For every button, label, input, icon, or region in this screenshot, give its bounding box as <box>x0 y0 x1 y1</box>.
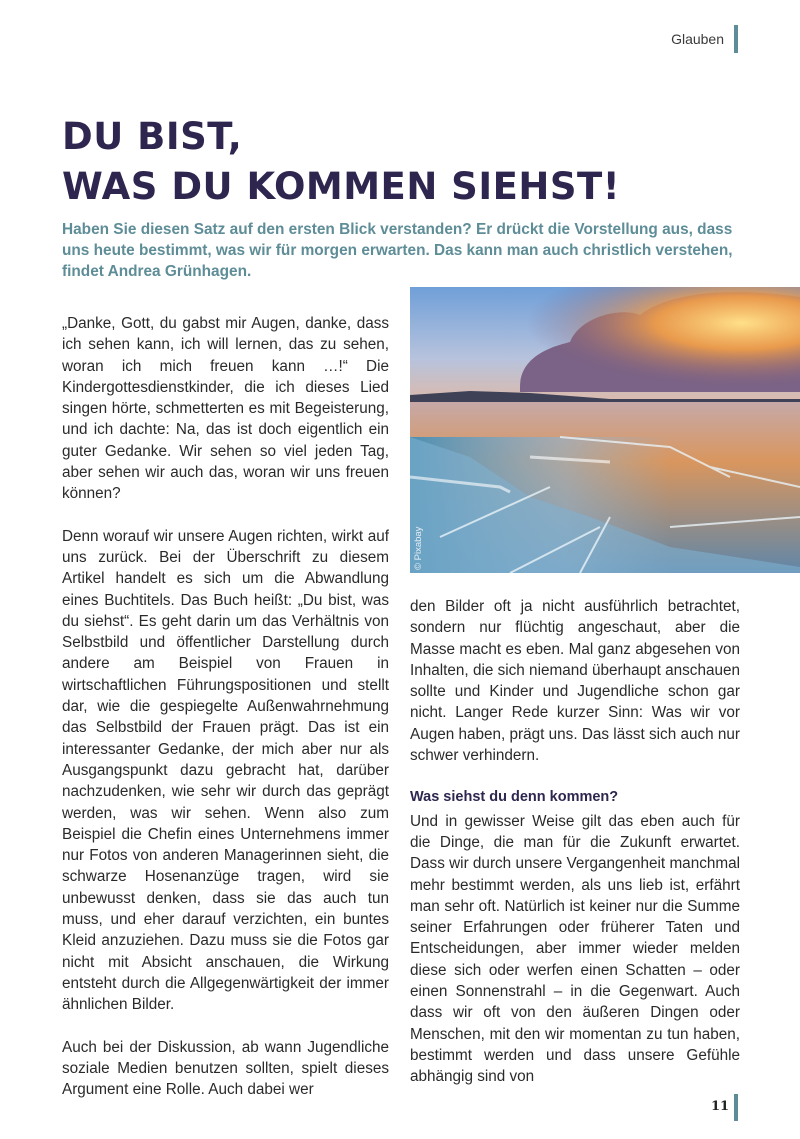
right-column <box>410 596 740 1088</box>
body-paragraph: Denn worauf wir unsere Augen richten, wirkt auf uns zurück. Bei der Überschrift zu diesem Artikel handelt es sich um die Abwandlung eines Buchtitels. Das Buch heißt: „Du bist, was du siehst“. Es geht darin um das Verhältnis von Selbstbild und öffentlicher Darstellung durch andere am Beispiel von Frauen in wirtschaftlichen Führungspositionen und stellt dar, wie die gespiegelte Außenwahrnehmung das Selbstbild der Frauen prägt. Das ist ein interessanter Gedanke, der mich aber nur als Ausgangspunkt dazu gebracht hat, darüber nachzudenken, wie sehr wir durch das geprägt werden, was wir sehen. Wenn also zum Beispiel die Chefin eines Unternehmens immer nur Fotos von anderen Managerinnen sieht, die schwarze Hosenanzüge tragen, wird sie unbewusst denken, dass sie das auch tun muss, und eher darauf verzichten, ein buntes Kleid anzuziehen. Dazu muss sie die Fotos gar nicht mit Absicht anschauen, die Wirkung entsteht durch die Allgegenwärtigkeit der immer ähnlichen Bilder. <box>62 527 389 1014</box>
section-label: Glauben <box>671 31 724 47</box>
page-number: 11 <box>711 1099 730 1114</box>
left-column <box>62 313 389 1100</box>
body-paragraph: den Bilder oft ja nicht ausführlich betrachtet, sondern nur flüchtig angeschaut, aber die Masse macht es eben. Mal ganz abgesehen von Inhalten, die sich niemand überhaupt anschauen sollte und Kinder und Jugendliche schon gar nicht. Langer Rede kurzer Sinn: Was wir vor Augen haben, prägt uns. Das lässt sich auch nur schwer verhindern. <box>410 598 740 765</box>
frozen-lake-sunset-image <box>410 287 800 573</box>
article-title-line-1: DU BIST, <box>62 115 243 158</box>
section-subheading: Was siehst du denn kommen? <box>410 789 619 806</box>
article-title-line-2: WAS DU KOMMEN SIEHST! <box>62 165 621 208</box>
article-lead: Haben Sie diesen Satz auf den ersten Blick verstanden? Er drückt die Vorstellung aus, dass uns heute bestimmt, was wir für morgen erwarten. Das kann man auch christlich verstehen, findet Andrea Grünhagen. <box>62 221 733 280</box>
body-paragraph: „Danke, Gott, du gabst mir Augen, danke, dass ich sehen kann, ich will lernen, das zu sehen, woran ich mich freuen kann …!“ Die Kindergottesdienstkinder, die ich dieses Lied singen hörte, schmetterten es mit Begeisterung, und ich dachte: Na, das ist doch eigentlich ein guter Gedanke. Wir sehen so viel jeden Tag, aber sehen wir auch das, woran wir uns freuen können? <box>62 315 389 503</box>
photo-credit: © Pixabay <box>413 526 424 570</box>
section-accent-bar <box>734 25 738 53</box>
page-number-accent-bar <box>734 1094 738 1121</box>
article-photo <box>410 287 800 573</box>
body-paragraph: Auch bei der Diskussion, ab wann Jugendliche soziale Medien benutzen sollten, spielt dieses Argument eine Rolle. Auch dabei wer <box>62 1038 389 1099</box>
body-paragraph: Und in gewisser Weise gilt das eben auch für die Dinge, die man für die Zukunft erwartet. Dass wir durch unsere Vergangenheit manchmal mehr bestimmt werden, als uns lieb ist, erfährt man sehr oft. Natürlich ist keiner nur die Summe seiner Erfahrungen oder früherer Taten und Entscheidungen, aber immer wieder melden diese sich oder werfen einen Schatten – oder einen Sonnenstrahl – in die Gegenwart. Auch dass wir oft von den äußeren Dingen oder Menschen, mit den wir momentan zu tun haben, bestimmt werden und dass unsere Gefühle abhängig sind von <box>410 812 740 1086</box>
article-title <box>62 112 620 212</box>
